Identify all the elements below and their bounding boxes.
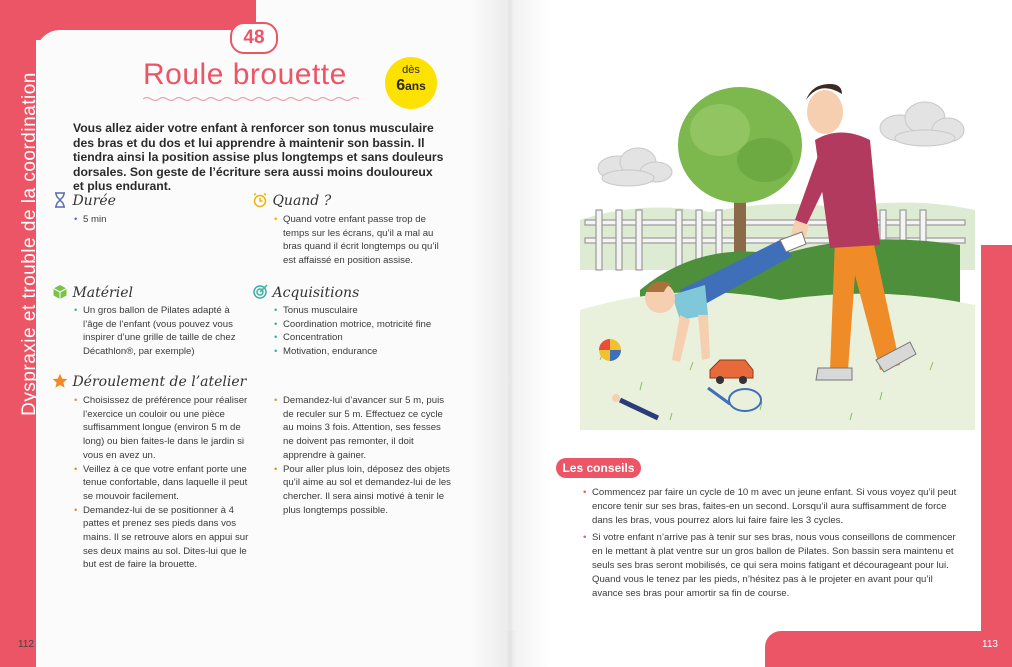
list-item: • Motivation, endurance xyxy=(274,345,454,359)
section-quand-title: Quand ? xyxy=(272,193,332,209)
section-duree-header xyxy=(52,192,116,210)
section-deroulement-header xyxy=(52,373,246,391)
wheelbarrow-illustration xyxy=(580,70,975,430)
list-item: • Pour aller plus loin, déposez des objets qu’il aime au sol et demandez-lui de les chercher. Il sera ainsi motivé à tenir le plus longtemps possible. xyxy=(274,463,454,518)
bottom-right-pink-band xyxy=(765,631,1012,667)
section-materiel-list xyxy=(74,304,252,359)
ball-icon xyxy=(599,339,621,361)
cloud-left-icon xyxy=(598,148,672,186)
conseils-label: Les conseils xyxy=(556,458,641,478)
target-icon xyxy=(252,284,268,300)
age-value-row xyxy=(385,76,437,96)
page-number-right: 113 xyxy=(982,639,998,650)
section-duree-list xyxy=(74,213,234,227)
section-acquisitions-list xyxy=(274,304,454,359)
activity-number-badge: 48 xyxy=(230,22,278,54)
star-icon xyxy=(52,373,68,389)
section-materiel-title: Matériel xyxy=(72,285,133,301)
list-item: • Un gros ballon de Pilates adapté à l’âge de l’enfant (vous pouvez vous inspirer d’une grille de taille de chez Décathlon®, par exemple) xyxy=(74,304,252,359)
intro-paragraph: Vous allez aider votre enfant à renforcer son tonus musculaire des bras et du dos et lui apprendre à maintenir son bassin. Il tiendra ainsi la position assise plus longtemps et sans douleurs dorsales. Son geste de l’écriture sera aussi moins douloureux et plus endurant. xyxy=(73,121,444,193)
alarm-clock-icon xyxy=(252,192,268,208)
hourglass-icon xyxy=(52,192,68,208)
age-value: 6 xyxy=(396,77,406,94)
age-unit: ans xyxy=(405,79,426,93)
title-underline xyxy=(143,96,361,102)
conseils-list xyxy=(583,486,965,604)
book-gutter xyxy=(470,0,550,667)
right-pink-band xyxy=(981,245,1012,667)
list-item: • Choisissez de préférence pour réaliser l’exercice un couloir ou une pièce suffisamment longue (environ 5 m de long) ou bien faites-le dans le jardin si vous en avez un. xyxy=(74,394,252,463)
list-item: • Commencez par faire un cycle de 10 m avec un jeune enfant. Si vous voyez qu’il peut encore tenir sur ses bras, faites-en un second. Lorsqu’il aura suffisamment de force dans les bras, vous pourrez alors lui faire faire les 3 cycles. xyxy=(583,486,965,527)
cloud-right-icon xyxy=(880,102,964,146)
section-acquisitions-header xyxy=(252,284,359,302)
page-number-left: 112 xyxy=(18,639,34,650)
list-item: • Concentration xyxy=(274,331,454,345)
section-quand-header xyxy=(252,192,331,210)
section-duree-title: Durée xyxy=(72,193,116,209)
section-deroulement-list-1 xyxy=(74,394,252,572)
cube-icon xyxy=(52,284,68,300)
section-quand-list xyxy=(274,213,446,268)
age-prefix: dès xyxy=(402,64,420,76)
list-item: • Coordination motrice, motricité fine xyxy=(274,318,454,332)
list-item: • 5 min xyxy=(74,213,234,227)
chapter-side-title: Dyspraxie et trouble de la coordination xyxy=(19,72,40,416)
section-deroulement-list-2 xyxy=(274,394,454,517)
page-title: Roule brouette xyxy=(143,58,347,91)
list-item: • Demandez-lui de se positionner à 4 pattes et prenez ses pieds dans vos mains. Il se retrouve alors en appui sur ses deux mains au sol. Dites-lui que le but est de faire la brouette. xyxy=(74,504,252,573)
list-item: • Quand votre enfant passe trop de temps sur les écrans, qu’il a mal au bras quand il écrit longtemps ou qu’il est affaissé en position assise. xyxy=(274,213,446,268)
list-item: • Si votre enfant n’arrive pas à tenir sur ses bras, nous vous conseillons de commencer en le mettant à plat ventre sur un gros ballon de Pilates. Son bassin sera maintenu et seuls ses bras seront mobilisés, ce qui sera moins fatigant et décourageant pour lui. Quand vous le tenez par les pieds, n’hésitez pas à le projeter en avant pour qu’il avance ses bras pour amortir sa fin de course. xyxy=(583,531,965,600)
list-item: • Veillez à ce que votre enfant porte une tenue confortable, dans laquelle il peut se mouvoir facilement. xyxy=(74,463,252,504)
age-badge xyxy=(385,57,437,109)
list-item: • Tonus musculaire xyxy=(274,304,454,318)
section-deroulement-title: Déroulement de l’atelier xyxy=(72,374,247,390)
section-materiel-header xyxy=(52,284,133,302)
section-acquisitions-title: Acquisitions xyxy=(272,285,360,301)
list-item: • Demandez-lui d’avancer sur 5 m, puis de reculer sur 5 m. Effectuez ce cycle au moins 3 fois. Attention, ses fesses ne doivent pas remonter, il doit apprendre à gainer. xyxy=(274,394,454,463)
